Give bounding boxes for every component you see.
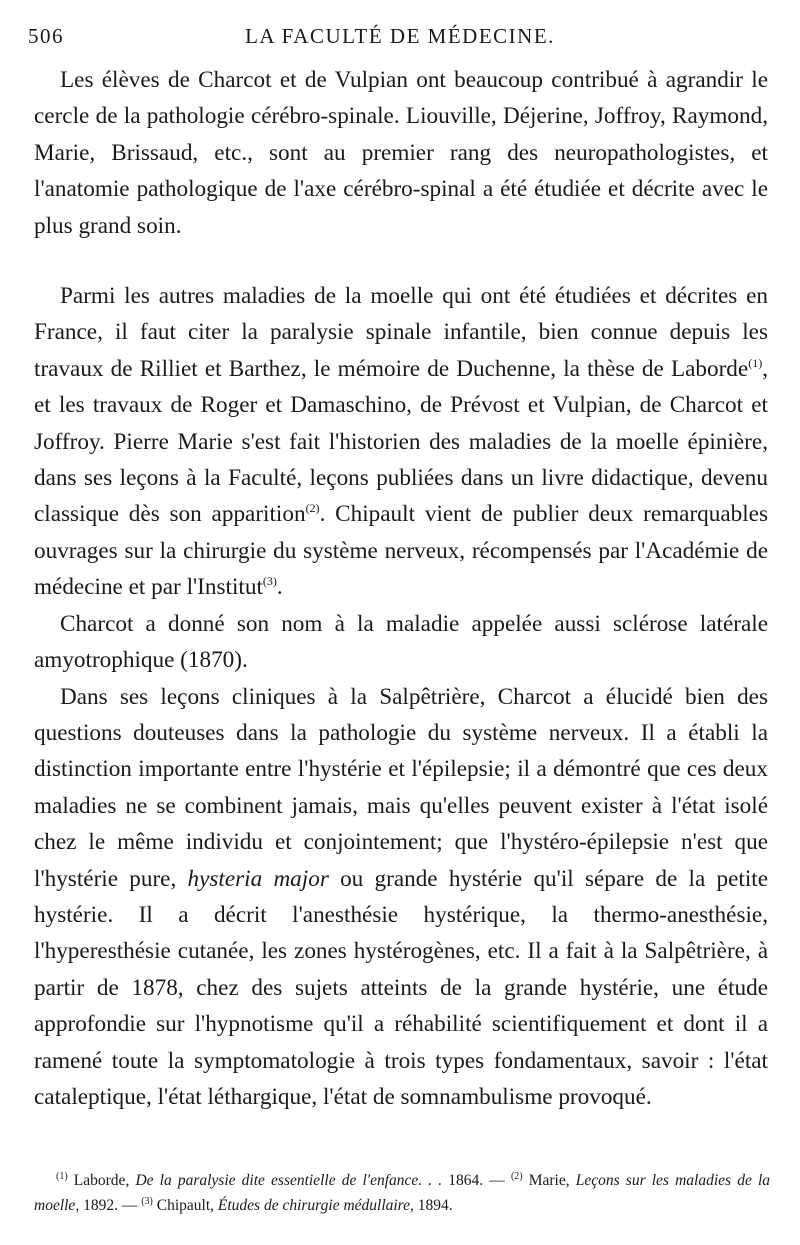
- footnote-1-title: De la paralysie dite essentielle de l'enfance. . .: [135, 1172, 443, 1189]
- footnote-2-year: 1892. —: [79, 1197, 142, 1214]
- footnote-ref-2: (2): [305, 501, 320, 516]
- paragraph-2-part-3: . Chipault vient de publier deux remarquables ouvrages sur la chirurgie du système nerveux, récompensés par l'Académie de médecine et par l'Institut: [34, 501, 768, 601]
- footnote-ref-1: (1): [748, 355, 763, 370]
- paragraph-2-part-2: , et les travaux de Roger et Damaschino, de Prévost et Vulpian, de Charcot et Joffroy. Pierre Marie s'est fait l'historien des maladies de la moelle épinière, dans ses leçons à la Faculté, leçons publiées dans un livre didactique, devenu classique dès son apparition: [34, 355, 768, 528]
- footnote-3-title: Études de chirurgie médullaire,: [217, 1197, 414, 1214]
- footnote-text: [34, 1168, 770, 1218]
- footnote-mark-1: (1): [56, 1171, 68, 1182]
- footnote-3-author: Chipault,: [152, 1197, 218, 1214]
- paragraph-4-italic: hysteria major: [187, 865, 329, 892]
- running-title: LA FACULTÉ DE MÉDECINE.: [245, 24, 555, 48]
- footnote-2-title: Leçons sur les maladies de la moelle,: [34, 1172, 771, 1214]
- footnote-1-author: Laborde,: [67, 1172, 136, 1189]
- paragraph-4: [34, 679, 768, 1116]
- footnote-mark-3: (3): [141, 1196, 153, 1207]
- footnote-3-year: 1894.: [413, 1197, 453, 1214]
- paragraph-2-part-1: Parmi les autres maladies de la moelle qui ont été étudiées et décrites en France, il faut citer la paralysie spinale infantile, bien connue depuis les travaux de Rilliet et Barthez, le mémoire de Duchenne, la thèse de Laborde: [34, 283, 768, 382]
- footnotes: [34, 1168, 770, 1218]
- paragraph-2: [34, 278, 768, 606]
- paragraph-3: Charcot a donné son nom à la maladie appelée aussi sclérose latérale amyotrophique (1870).: [34, 610, 768, 674]
- page-header: [24, 24, 776, 54]
- paragraph-2-part-4: .: [276, 574, 283, 601]
- footnote-1-year: 1864. —: [442, 1172, 511, 1189]
- main-text: [34, 62, 768, 1115]
- paragraph-4-part-2: ou grande hystérie qu'il sépare de la petite hystérie. Il a décrit l'anesthésie hystérique, la thermo-anesthésie, l'hyperesthésie cutanée, les zones hystérogènes, etc. Il a fait à la Salpêtrière, à partir de 1878, chez des sujets atteints de la grande hystérie, une étude approfondie sur l'hypnotisme qu'il a réhabilité scientifiquement et dont il a ramené toute la symptomatologie à trois types fondamentaux, savoir : l'état cataleptique, l'état léthargique, l'état de somnambulisme provoqué.: [34, 865, 768, 1110]
- footnote-2-author: Marie,: [522, 1172, 576, 1189]
- footnote-ref-3: (3): [262, 574, 277, 589]
- paragraph-4-part-1: Dans ses leçons cliniques à la Salpêtrière, Charcot a élucidé bien des questions douteuses dans la pathologie du système nerveux. Il a établi la distinction importante entre l'hystérie et l'épilepsie; il a démontré que ces deux maladies ne se combinent jamais, mais qu'elles peuvent exister à l'état isolé chez le même individu et conjointement; que l'hystéro-épilepsie n'est que l'hystérie pure,: [34, 683, 768, 892]
- footnote-mark-2: (2): [510, 1171, 523, 1182]
- page-number: 506: [28, 24, 64, 48]
- paragraph-1: Les élèves de Charcot et de Vulpian ont beaucoup contribué à agrandir le cercle de la pathologie cérébro-spinale. Liouville, Déjerine, Joffroy, Raymond, Marie, Brissaud, etc., sont au premier rang des neuropathologistes, et l'anatomie pathologique de l'axe cérébro-spinal a été étudiée et décrite avec le plus grand soin.: [34, 67, 768, 239]
